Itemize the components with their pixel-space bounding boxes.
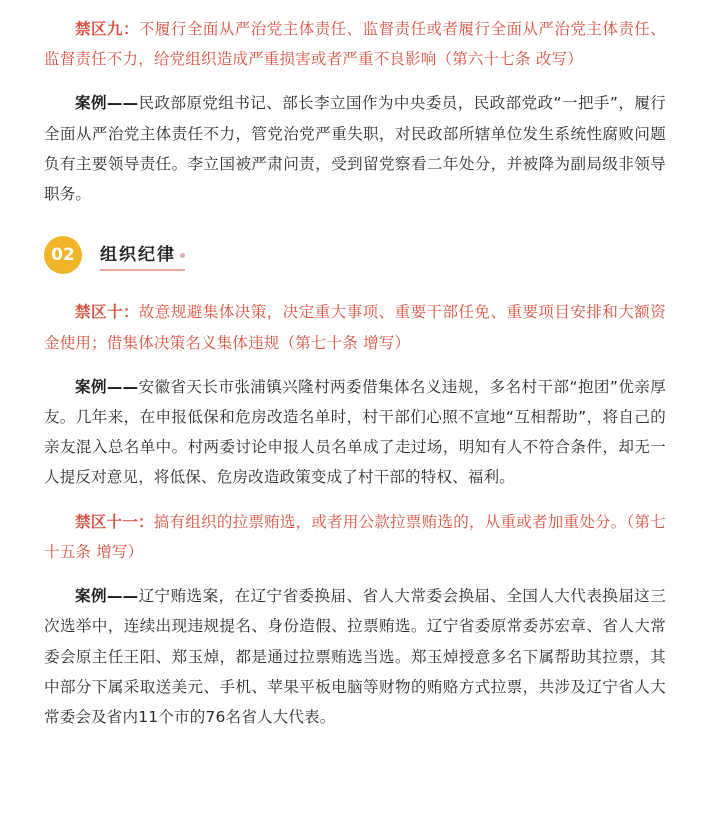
rule-9-lead: 禁区九： bbox=[75, 20, 139, 38]
section-header-organization-discipline bbox=[44, 235, 666, 275]
case-11-text: 辽宁贿选案，在辽宁省委换届、省人大常委会换届、全国人大代表换届这三次选举中，连续出现违规提名、身份造假、拉票贿选。辽宁省委原常委苏宏章、省人大常委会原主任王阳、郑玉焯，都是通过拉票贿选当选。郑玉焯授意多名下属帮助其拉票，其中部分下属采取送美元、手机、苹果平板电脑等财物的贿赂方式拉票，共涉及辽宁省人大常委会及省内11个市的76名省人大代表。 bbox=[44, 587, 666, 726]
rule-paragraph-11 bbox=[44, 507, 666, 567]
section-underline bbox=[100, 269, 185, 271]
section-number-badge: 02 bbox=[44, 236, 82, 274]
decorative-dot-icon bbox=[180, 253, 185, 258]
case-11-lead: 案例—— bbox=[75, 587, 139, 606]
rule-11-text: 搞有组织的拉票贿选，或者用公款拉票贿选的，从重或者加重处分。（第七十五条 增写） bbox=[44, 512, 666, 561]
rule-10-text: 故意规避集体决策，决定重大事项、重要干部任免、重要项目安排和大额资金使用；借集体决策名义集体违规（第七十条 增写） bbox=[44, 303, 666, 352]
rule-11-lead: 禁区十一： bbox=[75, 512, 154, 531]
case-paragraph-9 bbox=[44, 88, 666, 209]
case-paragraph-11 bbox=[44, 581, 666, 732]
case-paragraph-10 bbox=[44, 372, 666, 493]
rule-9-text: 不履行全面从严治党主体责任、监督责任或者履行全面从严治党主体责任、监督责任不力，给党组织造成严重损害或者严重不良影响（第六十七条 改写） bbox=[44, 20, 666, 69]
case-10-text: 安徽省天长市张浦镇兴隆村两委借集体名义违规，多名村干部“抱团”优亲厚友。几年来，在申报低保和危房改造名单时，村干部们心照不宣地“互相帮助”，将自己的亲友混入总名单中。村两委讨论申报人员名单成了走过场，明知有人不符合条件，却无一人提反对意见，将低保、危房改造政策变成了村干部的特权、福利。 bbox=[44, 377, 666, 487]
section-title-wrap bbox=[100, 240, 185, 271]
rule-paragraph-9 bbox=[44, 14, 666, 74]
rule-paragraph-10 bbox=[44, 297, 666, 357]
section-title: 组织纪律 bbox=[100, 244, 176, 265]
case-10-lead: 案例—— bbox=[75, 377, 139, 396]
case-9-lead: 案例—— bbox=[75, 94, 139, 113]
rule-10-lead: 禁区十： bbox=[75, 303, 139, 322]
case-9-text: 民政部原党组书记、部长李立国作为中央委员，民政部党政“一把手”，履行全面从严治党主体责任不力，管党治党严重失职，对民政部所辖单位发生系统性腐败问题负有主要领导责任。李立国被严肃问责，受到留党察看二年处分，并被降为副局级非领导职务。 bbox=[44, 94, 666, 204]
